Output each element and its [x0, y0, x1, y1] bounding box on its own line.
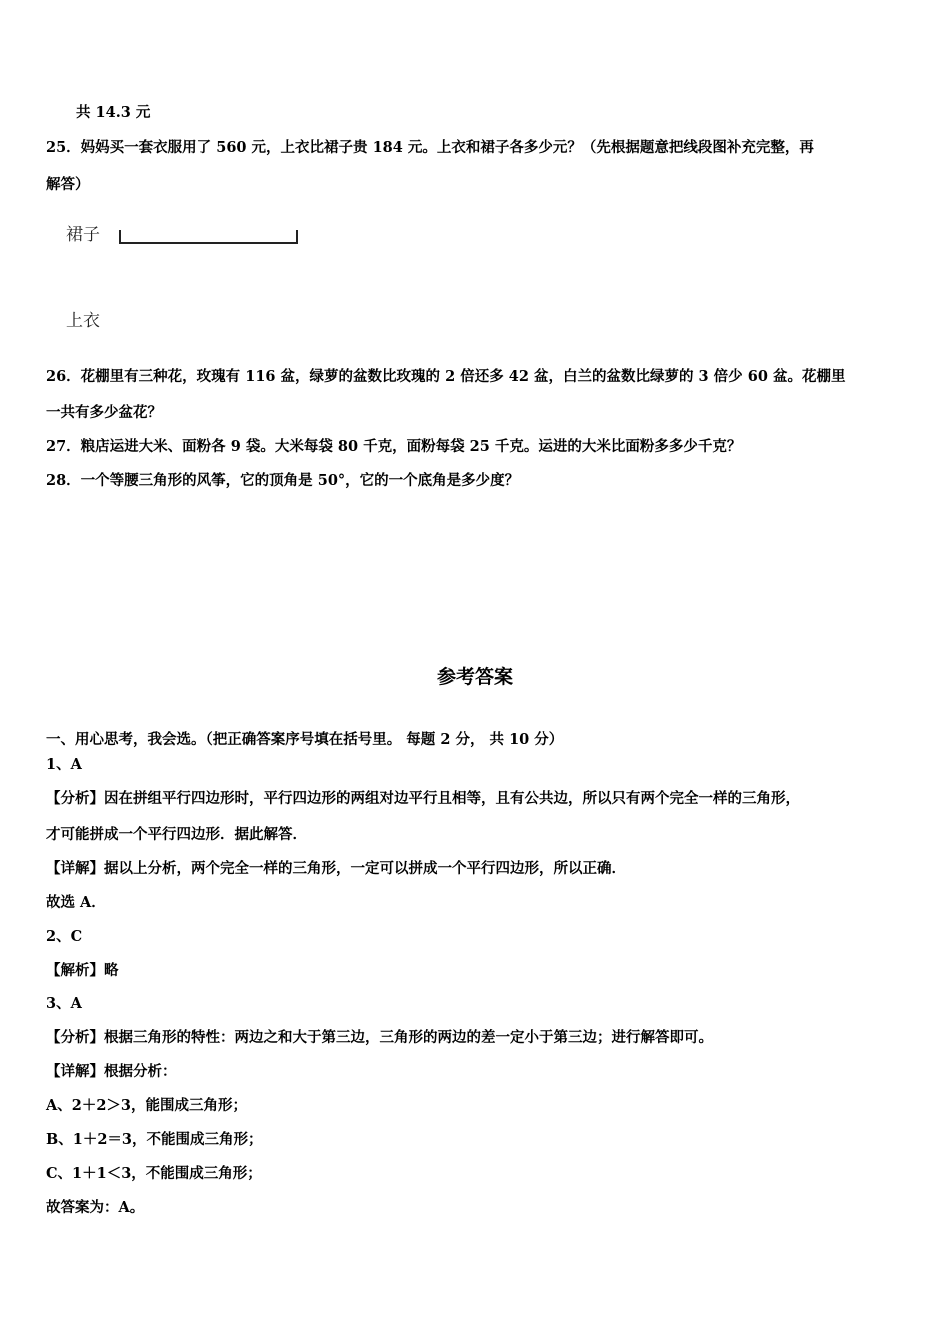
question-27: 27．粮店运进大米、面粉各 9 袋。大米每袋 80 千克，面粉每袋 25 千克。运进的大米比面粉多多少千克？	[46, 438, 742, 455]
skirt-bar	[119, 230, 298, 244]
answer-1-choice: 故选 A．	[46, 894, 106, 911]
question-25-cont: 解答）	[46, 176, 90, 193]
skirt-label: 裙子	[66, 225, 100, 245]
answer-3-option-c: C、1＋1＜3，不能围成三角形；	[46, 1165, 262, 1182]
answer-3-detail: 【详解】根据分析：	[46, 1063, 177, 1080]
answer-2: 2、C	[46, 928, 83, 945]
answer-1-detail: 【详解】据以上分析，两个完全一样的三角形，一定可以拼成一个平行四边形，所以正确．	[46, 860, 626, 877]
answer-2-analysis: 【解析】略	[46, 962, 119, 979]
answer-3-option-b: B、1＋2＝3，不能围成三角形；	[46, 1131, 263, 1148]
answer-3-analysis: 【分析】根据三角形的特性：两边之和大于第三边，三角形的两边的差一定小于第三边；进行解答即可。	[46, 1029, 713, 1046]
question-28: 28．一个等腰三角形的风筝，它的顶角是 50°，它的一个底角是多少度？	[46, 472, 520, 489]
answer-1-analysis-cont: 才可能拼成一个平行四边形．据此解答．	[46, 826, 307, 843]
answer-3-final: 故答案为：A。	[46, 1199, 145, 1216]
answer-title: 参考答案	[436, 666, 513, 688]
top-label: 上衣	[66, 311, 100, 331]
line-total: 共 14.3 元	[76, 104, 151, 121]
answer-3-option-a: A、2＋2＞3，能围成三角形；	[46, 1097, 248, 1114]
question-26: 26．花棚里有三种花，玫瑰有 116 盆，绿萝的盆数比玫瑰的 2 倍还多 42 盆，白兰的盆数比绿萝的 3 倍少 60 盆。花棚里	[46, 368, 846, 385]
question-26-cont: 一共有多少盆花？	[46, 404, 162, 421]
question-25: 25．妈妈买一套衣服用了 560 元，上衣比裙子贵 184 元。上衣和裙子各多少元？（先根据题意把线段图补充完整，再	[46, 139, 814, 156]
answer-1-analysis: 【分析】因在拼组平行四边形时，平行四边形的两组对边平行且相等，且有公共边，所以只有两个完全一样的三角形，	[46, 790, 800, 807]
section-one-heading: 一、用心思考，我会选。（把正确答案序号填在括号里。 每题 2 分， 共 10 分）	[46, 731, 564, 748]
answer-1: 1、A	[46, 756, 82, 773]
answer-3: 3、A	[46, 995, 82, 1012]
